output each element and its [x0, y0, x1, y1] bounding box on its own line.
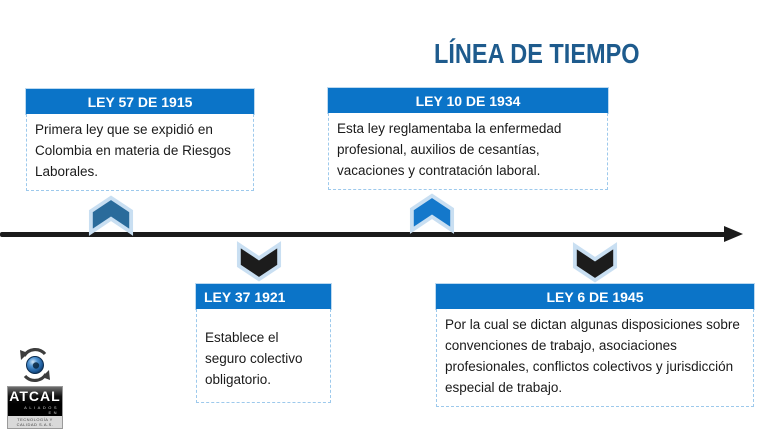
- event-description: Primera ley que se expidió en Colombia en materia de Riesgos Laborales.: [26, 114, 254, 191]
- atcal-logo-text: ATCAL: [9, 388, 61, 404]
- event-description: Establece el seguro colectivo obligatorio.: [196, 309, 331, 403]
- event-title: LEY 10 DE 1934: [328, 88, 608, 113]
- event-description: Esta ley reglamentaba la enfermedad profesional, auxilios de cesantías, vacaciones y contratación laboral.: [328, 113, 608, 190]
- page-title: LÍNEA DE TIEMPO: [434, 38, 640, 69]
- event-description: Por la cual se dictan algunas disposiciones sobre convenciones de trabajo, asociaciones profesionales, conflictos colectivos y jurisdicción especial de trabajo.: [436, 309, 754, 407]
- event-card-ley-37-1921: [196, 284, 331, 403]
- chevron-up-icon: [88, 194, 134, 236]
- atcal-tagline-2: TECNOLOGÍA Y CALIDAD S.A.S.: [8, 416, 62, 428]
- event-card-ley-57-1915: [26, 89, 254, 191]
- event-card-ley-6-1945: [436, 284, 754, 407]
- timeline-arrowhead-icon: [724, 226, 743, 242]
- event-title: LEY 37 1921: [196, 284, 331, 309]
- chevron-down-icon: [236, 241, 282, 283]
- chevron-up-icon: [409, 192, 455, 234]
- chevron-down-icon: [572, 242, 618, 284]
- atcal-logo-box: [7, 386, 63, 429]
- atcal-tagline-1: ALIADOS EN: [8, 404, 62, 416]
- event-card-ley-10-1934: [328, 88, 608, 190]
- event-title: LEY 6 DE 1945: [436, 284, 754, 309]
- event-title: LEY 57 DE 1915: [26, 89, 254, 114]
- atcal-logo: [7, 345, 63, 429]
- eye-refresh-icon: [16, 345, 54, 385]
